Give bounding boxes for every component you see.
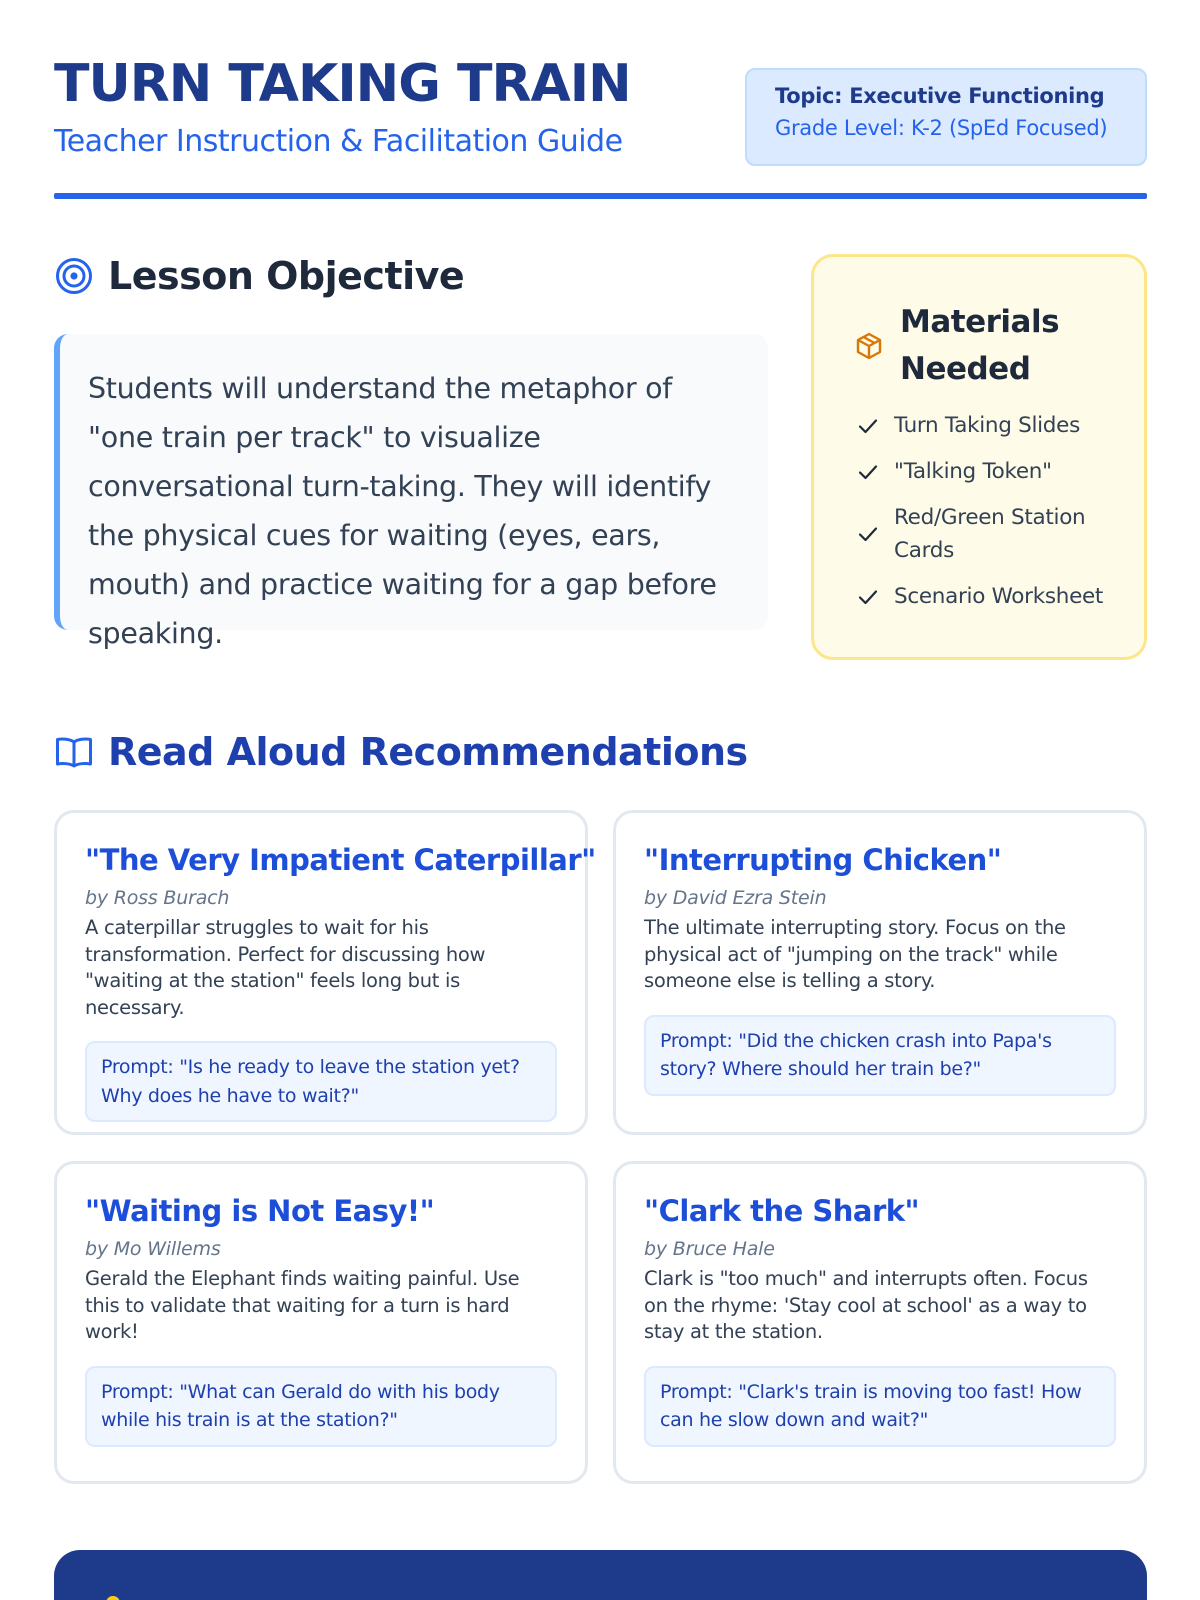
materials-card <box>811 254 1147 660</box>
book-author: by Ross Burach <box>85 887 230 909</box>
book-description: Clark is "too much" and interrupts often. Focus on the rhyme: 'Stay cool at school' as a way to stay at the station. <box>644 1267 1088 1343</box>
materials-item <box>856 409 1136 442</box>
book-author: by David Ezra Stein <box>644 887 827 909</box>
book-title: "The Very Impatient Caterpillar" <box>85 843 596 877</box>
book-author: by Mo Willems <box>85 1238 221 1260</box>
check-icon <box>856 414 880 438</box>
check-icon <box>856 585 880 609</box>
book-title: "Waiting is Not Easy!" <box>85 1194 435 1228</box>
next-section-banner <box>54 1550 1147 1600</box>
page-title: TURN TAKING TRAIN <box>54 54 631 114</box>
header-divider <box>54 193 1147 199</box>
book-title: "Interrupting Chicken" <box>644 843 1002 877</box>
book-description: A caterpillar struggles to wait for his transformation. Perfect for discussing how "waiting at the station" feels long but is necessary. <box>85 916 486 1019</box>
book-card <box>613 810 1147 1135</box>
materials-header <box>854 299 1090 393</box>
read-aloud-title: Read Aloud Recommendations <box>108 730 748 774</box>
book-prompt: Prompt: "What can Gerald do with his body while his train is at the station?" <box>85 1366 557 1447</box>
book-card <box>613 1161 1147 1484</box>
page-header <box>54 50 1147 200</box>
materials-item <box>856 455 1136 488</box>
book-card <box>54 1161 588 1484</box>
materials-item-label: Red/Green Station Cards <box>894 505 1086 563</box>
book-description: The ultimate interrupting story. Focus on the physical act of "jumping on the track" while someone else is telling a story. <box>644 916 1066 992</box>
materials-list <box>856 409 1136 626</box>
materials-item-label: Turn Taking Slides <box>894 413 1080 438</box>
objective-title: Lesson Objective <box>108 254 465 298</box>
objective-box <box>54 334 768 650</box>
book-author: by Bruce Hale <box>644 1238 775 1260</box>
book-card <box>54 810 596 1135</box>
page-subtitle: Teacher Instruction & Facilitation Guide <box>54 124 623 159</box>
book-description: Gerald the Elephant finds waiting painful. Use this to validate that waiting for a turn is hard work! <box>85 1267 520 1343</box>
lesson-meta-box <box>745 68 1147 166</box>
objective-heading <box>54 254 464 298</box>
book-prompt: Prompt: "Is he ready to leave the station yet? Why does he have to wait?" <box>85 1041 557 1122</box>
banner-icon <box>106 1596 120 1600</box>
target-icon <box>54 256 94 296</box>
package-icon <box>854 331 884 361</box>
materials-item <box>856 501 1136 567</box>
materials-item-label: Scenario Worksheet <box>894 584 1104 609</box>
book-prompt: Prompt: "Did the chicken crash into Papa's story? Where should her train be?" <box>644 1015 1116 1096</box>
materials-title: Materials Needed <box>900 304 1060 387</box>
open-book-icon <box>54 732 94 772</box>
check-icon <box>856 522 880 546</box>
check-icon <box>856 460 880 484</box>
grade-level-label: Grade Level: K-2 (SpEd Focused) <box>775 116 1108 140</box>
book-title: "Clark the Shark" <box>644 1194 920 1228</box>
book-prompt: Prompt: "Clark's train is moving too fast! How can he slow down and wait?" <box>644 1366 1116 1447</box>
topic-label: Topic: Executive Functioning <box>775 84 1105 108</box>
objective-text: Students will understand the metaphor of "one train per track" to visualize conversational turn-taking. They will identify the physical cues for waiting (eyes, ears, mouth) and practice waiting for a gap before speaking. <box>88 372 717 650</box>
materials-item-label: "Talking Token" <box>894 459 1052 484</box>
read-aloud-heading <box>54 730 748 774</box>
materials-item <box>856 580 1136 613</box>
